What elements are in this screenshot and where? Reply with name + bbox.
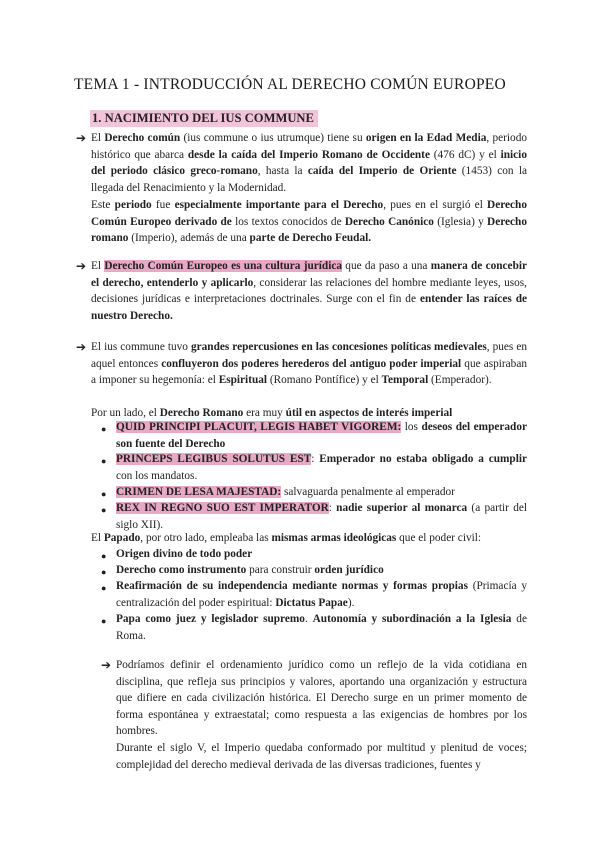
section-heading: 1. NACIMIENTO DEL IUS COMMUNE	[90, 110, 318, 127]
bullet-icon: ●	[101, 551, 107, 561]
bullet-icon: ●	[101, 489, 107, 499]
paragraph-derecho-romano: Por un lado, el Derecho Romano era muy útil en aspectos de interés imperial	[91, 407, 453, 419]
arrow-icon: ➔	[76, 131, 87, 145]
bullet-icon: ●	[101, 583, 107, 593]
bullet-icon: ●	[101, 567, 107, 577]
arrow-icon: ➔	[76, 340, 87, 354]
paragraph-repercusiones: El ius commune tuvo grandes repercusiones en las concesiones políticas medievales, pues en aquel entonces confluyeron dos poderes herederos del antiguo poder imperial que aspiraban a imponer su hegemonía: el Espiritual (Romano Pontífice) y el Temporal (Emperador).	[91, 341, 528, 387]
paragraph-ordenamiento: Podríamos definir el ordenamiento jurídico como un reflejo de la vida cotidiana en disciplina, que refleja sus principios y valores, aportando una organización y estructura que difiere en cada civilización histórica. El Derecho surge en un primer momento de forma espontánea y extraestatal; como respuesta a las exigencias de hombres por los hombres.	[116, 659, 527, 738]
list-item: REX IN REGNO SUO EST IMPERATOR: nadie superior al monarca (a partir del siglo XII).	[116, 502, 527, 531]
arrow-icon: ➔	[76, 259, 87, 273]
paragraph-origen: El Derecho común (ius commune o ius utrumque) tiene su origen en la Edad Media, periodo histórico que abarca desde la caída del Imperio Romano de Occidente (476 dC) y el inicio del periodo clásico greco-romano, hasta la caída del Imperio de Oriente (1453) con la llegada del Renacimiento y la Modernidad.	[91, 132, 527, 194]
paragraph-cultura-juridica: El Derecho Común Europeo es una cultura jurídica que da paso a una manera de concebir el derecho, entenderlo y aplicarlo, considerar las relaciones del hombre mediante leyes, usos, decisiones jurídicas e interpretaciones doctrinales. Surge con el fin de entender las raíces de nuestro Derecho.	[91, 260, 528, 322]
list-item: Origen divino de todo poder	[116, 548, 253, 560]
list-item: CRIMEN DE LESA MAJESTAD: salvaguarda penalmente al emperador	[116, 486, 455, 498]
page-title: TEMA 1 - INTRODUCCIÓN AL DERECHO COMÚN EUROPEO	[74, 76, 506, 93]
paragraph-siglo-v: Durante el siglo V, el Imperio quedaba conformado por multitud y plenitud de voces; complejidad del derecho medieval derivada de las diversas tradiciones, fuentes y	[116, 742, 527, 771]
paragraph-papado: El Papado, por otro lado, empleaba las mismas armas ideológicas que el poder civil:	[91, 532, 482, 544]
paragraph-periodo: Este periodo fue especialmente importante para el Derecho, pues en el surgió el Derecho Común Europeo derivado de los textos conocidos de Derecho Canónico (Iglesia) y Derecho romano (Imperio), además de una parte de Derecho Feudal.	[91, 199, 527, 245]
list-item: Papa como juez y legislador supremo. Autonomía y subordinación a la Iglesia de Roma.	[116, 613, 527, 642]
bullet-icon: ●	[101, 616, 107, 626]
bullet-icon: ●	[101, 505, 107, 515]
bullet-icon: ●	[101, 456, 107, 466]
list-item: QUID PRINCIPI PLACUIT, LEGIS HABET VIGOREM: los deseos del emperador son fuente del Derecho	[116, 421, 527, 450]
list-item: Reafirmación de su independencia mediante normas y formas propias (Primacía y centralización del poder espiritual: Dictatus Papae).	[116, 580, 527, 609]
arrow-icon: ➔	[101, 658, 112, 672]
list-item: Derecho como instrumento para construir orden jurídico	[116, 564, 384, 576]
list-item: PRINCEPS LEGIBUS SOLUTUS EST: Emperador no estaba obligado a cumplir con los mandatos.	[116, 453, 527, 482]
bullet-icon: ●	[101, 424, 107, 434]
